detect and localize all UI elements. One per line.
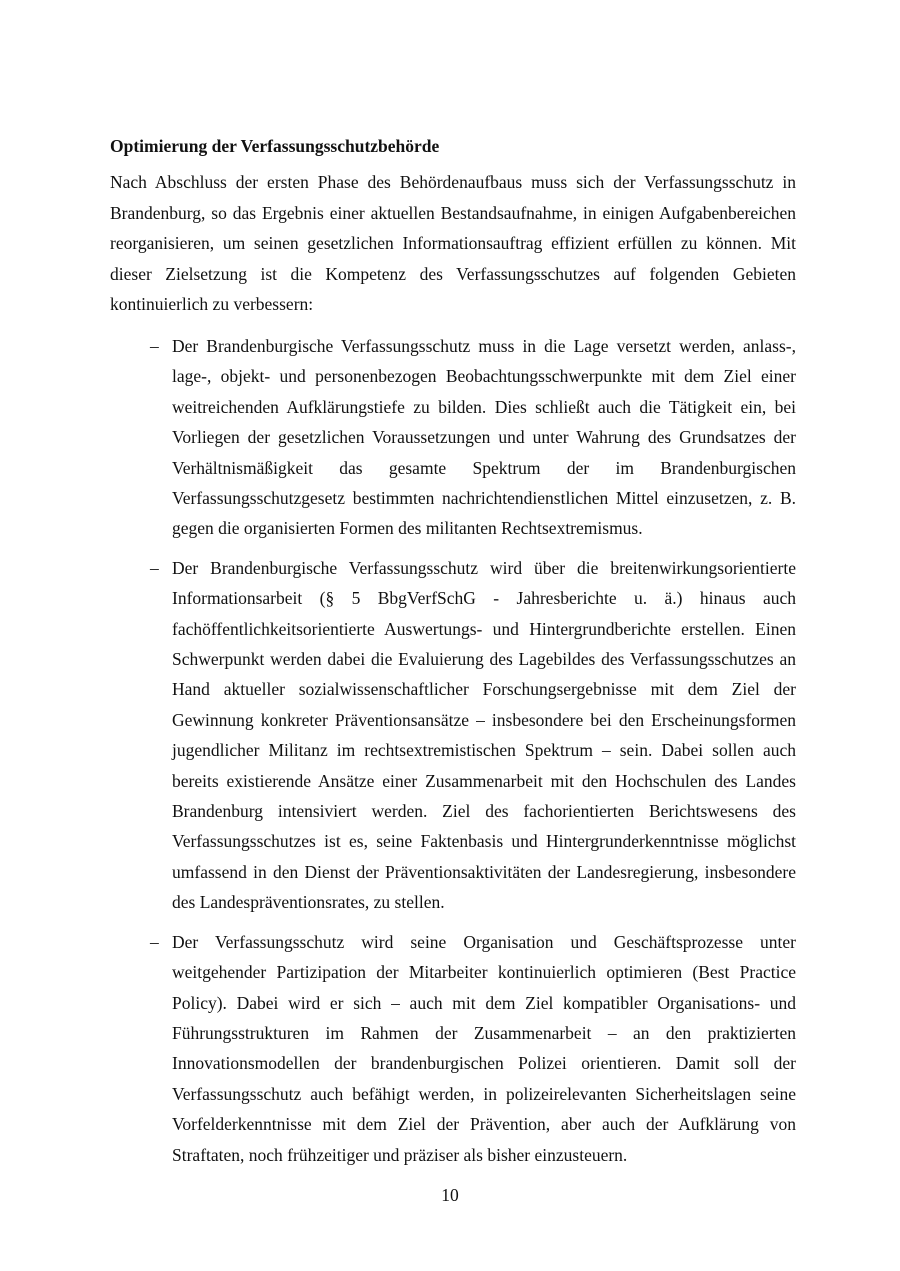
bullet-dash: – xyxy=(150,335,159,356)
list-item-text: Der Brandenburgische Verfassungsschutz wird über die breitenwirkungsorientierte Informationsarbeit (§ 5 BbgVerfSchG - Jahresberichte u. ä.) hinaus auch fachöffentlichkeitsorientierte Auswertungs- und Hintergrundberichte erstellen. Einen Schwerpunkt werden dabei die Evaluierung des Lagebildes des Verfassungsschutzes an Hand aktueller sozialwissenschaftlicher Forschungsergebnisse mit dem Ziel der Gewinnung konkreter Präventionsansätze – insbesondere bei den Erscheinungsformen jugendlicher Militanz im rechtsextremistischen Spektrum – sein. Dabei sollen auch bereits existierende Ansätze einer Zusammenarbeit mit den Hochschulen des Landes Brandenburg intensiviert werden. Ziel des fachorientierten Berichtswesens des Verfassungsschutzes ist es, seine Faktenbasis und Hintergrunderkenntnisse möglichst umfassend in den Dienst der Präventionsaktivitäten der Landesregierung, insbesondere des Landespräventionsrates, zu stellen. xyxy=(172,557,796,913)
list-item xyxy=(110,927,796,1170)
list-item xyxy=(110,553,796,918)
bullet-list xyxy=(110,331,796,1170)
bullet-dash: – xyxy=(150,931,159,952)
list-item-text: Der Brandenburgische Verfassungsschutz muss in die Lage versetzt werden, anlass-, lage-, objekt- und personenbezogen Beobachtungsschwerpunkte mit dem Ziel einer weitreichenden Aufklärungstiefe zu bilden. Dies schließt auch die Tätigkeit ein, bei Vorliegen der gesetzlichen Voraussetzungen und unter Wahrung des Grundsatzes der Verhältnismäßigkeit das gesamte Spektrum der im Brandenburgischen Verfassungsschutzgesetz bestimmten nachrichtendienstlichen Mittel einzusetzen, z. B. gegen die organisierten Formen des militanten Rechtsextremismus. xyxy=(172,335,796,539)
page-number: 10 xyxy=(441,1185,459,1205)
list-item-text: Der Verfassungsschutz wird seine Organisation und Geschäftsprozesse unter weitgehender Partizipation der Mitarbeiter kontinuierlich optimieren (Best Practice Policy). Dabei wird er sich – auch mit dem Ziel kompatibler Organisations- und Führungsstrukturen im Rahmen der Zusammenarbeit – an den praktizierten Innovationsmodellen der brandenburgischen Polizei orientieren. Damit soll der Verfassungsschutz auch befähigt werden, in polizeirelevanten Sicherheitslagen seine Vorfelderkenntnisse mit dem Ziel der Prävention, aber auch der Aufklärung von Straftaten, noch frühzeitiger und präziser als bisher einzusteuern. xyxy=(172,931,796,1165)
list-item xyxy=(110,331,796,544)
page-content xyxy=(110,135,796,1179)
bullet-dash: – xyxy=(150,557,159,578)
intro-paragraph: Nach Abschluss der ersten Phase des Behördenaufbaus muss sich der Verfassungsschutz in Brandenburg, so das Ergebnis einer aktuellen Bestandsaufnahme, in einigen Aufgabenbereichen reorganisieren, um seinen gesetzlichen Informationsauftrag effizient erfüllen zu können. Mit dieser Zielsetzung ist die Kompetenz des Verfassungsschutzes auf folgenden Gebieten kontinuierlich zu verbessern: xyxy=(110,172,796,315)
section-heading: Optimierung der Verfassungsschutzbehörde xyxy=(110,136,440,156)
